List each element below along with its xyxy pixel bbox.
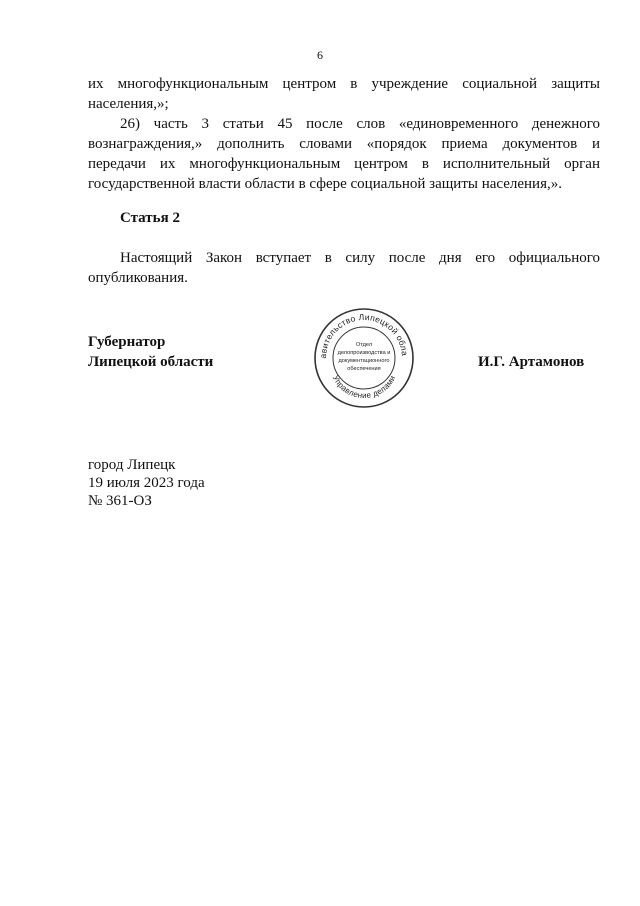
stamp-center-line: документационного [338, 358, 390, 364]
text-line: Настоящий Закон вступает в силу после дня его официального [120, 250, 600, 266]
text-line: вознаграждения,» дополнить словами «порядок приема документов и [88, 136, 600, 152]
official-stamp [312, 306, 416, 410]
stamp-center-line: обеспечения [347, 366, 381, 372]
footer-date: 19 июля 2023 года [88, 475, 205, 491]
signatory-title [88, 332, 213, 372]
text-line: передачи их многофункциональным центром в исполнительный орган [88, 156, 600, 172]
article-2-paragraph [88, 248, 600, 288]
stamp-ring-text-bottom: Управление делами [330, 373, 398, 401]
article-heading: Статья 2 [120, 210, 180, 226]
footer-number: № 361-ОЗ [88, 493, 152, 509]
text-line: государственной власти области в сфере социальной защиты населения,». [88, 176, 562, 192]
footer-city: город Липецк [88, 457, 176, 473]
svg-text:Управление делами [331, 374, 398, 400]
stamp-seal-icon [312, 306, 416, 410]
page-number: 6 [317, 48, 323, 62]
signatory-title-line: Липецкой области [88, 354, 214, 370]
text-line: опубликования. [88, 270, 188, 286]
footer-block [88, 456, 205, 510]
text-line: 26) часть 3 статьи 45 после слов «единовременного денежного [120, 116, 600, 132]
stamp-center-line: Отдел [355, 342, 373, 348]
stamp-ring-text: авительство Липецкой обла [317, 311, 410, 359]
item-26-paragraph [88, 114, 600, 194]
text-line: населения,»; [88, 96, 169, 112]
signatory-title-line: Губернатор [88, 334, 166, 350]
intro-paragraph [88, 74, 600, 114]
text-line: их многофункциональным центром в учреждение социальной защиты [88, 76, 600, 92]
signatory-name: И.Г. Артамонов [478, 354, 585, 370]
stamp-center-line: делопроизводства и [337, 350, 391, 356]
